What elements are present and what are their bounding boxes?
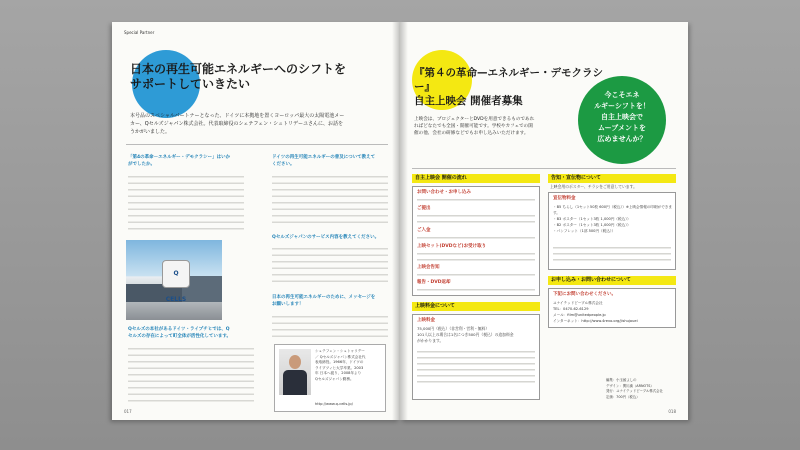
credits: 編集：小玉綾よしの デザイン：関川満（ARNOTS） 発行：ユナイテッドピープル株式会社 定価：700円（税込） <box>606 378 663 399</box>
profile-box <box>274 344 386 412</box>
step-6-title: 報告・DVD返却 <box>417 280 451 285</box>
book-gutter <box>392 22 408 420</box>
fee-text: 75,000円（税込）（非営利・営利・無料） 101人以上の場合は1名につき500円（税込）の追加料金 がかかります。 <box>417 326 514 343</box>
step-1-title: お問い合わせ・お申し込み <box>417 190 471 195</box>
question-5: Qセルズの本社があるドイツ・ライプチヒでは、Q セルズの存在によって町全体が活性化しています。 <box>128 327 232 339</box>
contact-box <box>548 288 676 328</box>
question-3: Qセルズジャパンのサービス内容を教えてください。 <box>272 235 380 240</box>
step-6-text <box>417 287 535 293</box>
step-5-title: 上映会告知 <box>417 265 440 270</box>
person-suit <box>283 370 307 395</box>
left-page <box>112 22 400 420</box>
step-5-text <box>417 272 535 278</box>
answer-3-text <box>272 244 388 286</box>
fee-box <box>412 314 540 400</box>
question-2: ドイツの再生可能エネルギーの普及について教えて ください。 <box>272 155 376 167</box>
fee-heading: 上映料金について <box>412 302 540 311</box>
step-4-title: 上映セット(DVDなど)お受け取り <box>417 244 487 249</box>
step-4-text <box>417 251 535 263</box>
step-3-title: ご入金 <box>417 228 431 233</box>
promo-bubble: 今こそエネ ルギーシフトを！ 自主上映会で ムーブメントを 広めませんか？ <box>578 76 666 164</box>
answer-1-text <box>128 172 244 232</box>
left-lead: 本号品のスペシャルパートナーとなった、ドイツに本拠地を置くヨーロッパ最大の太陽電池メー カー、Qセルズジャパン株式会社。代表取締役のシェテフェン・シュトリデーユさんに、お話を うかがいました。 <box>130 113 345 135</box>
step-3-text <box>417 235 535 241</box>
fee-box-title: 上映料金 <box>417 318 435 323</box>
promo-box <box>548 192 676 270</box>
question-4: 日本の再生可能エネルギーのために、メッセージを お願いします！ <box>272 295 376 307</box>
promo-notes <box>553 245 671 265</box>
right-lead: 上映会は、プロジェクターとDVDを用意できるものであれ ればどなたでも全国・開催可能です。学校やカフェでの開 催の他、会社の研修などでもお申し込みいただけます。 <box>414 117 535 136</box>
answer-5-text <box>128 344 254 406</box>
left-title: 日本の再生可能エネルギーへのシフトを サポートしていきたい <box>130 62 347 91</box>
section-tag: Special Partner <box>124 30 155 35</box>
answer-2-text <box>272 172 388 224</box>
promo-box-title: 宣伝物料金 <box>553 196 576 201</box>
promo-subtext: 上映会用のポスター、チラシをご用意しています。 <box>550 184 637 189</box>
step-2-text <box>417 213 535 225</box>
page-number-left: 017 <box>124 409 132 414</box>
profile-photo <box>279 349 311 395</box>
step-2-title: ご提出 <box>417 206 431 211</box>
person-head <box>289 355 301 369</box>
right-page <box>400 22 688 420</box>
flow-steps-box <box>412 186 540 296</box>
promo-items: ・B5 ちらし（1セット50枚 600円（税込））※上映会情報の印刷ができます。 ・B3 ポスター（1セット3枚 1,000円（税込）） ・B2 ポスター（1セット3枚 1,000円（税込）） ・パンフレット（1部 500円（税込）） <box>553 205 672 233</box>
contact-info: ユナイテッドピープル株式会社 TEL：0470-62-6129 メール：film@unitedpeople.jp インターネット：http://www.4revo.org/jishujouei <box>553 301 638 323</box>
fee-notes <box>417 349 535 385</box>
question-1: 「第4の革命－エネルギー・デモクラシー」はいか がでしたか。 <box>128 155 231 167</box>
step-1-text <box>417 197 535 203</box>
right-divider <box>412 168 676 169</box>
profile-url: http://www.q-cells.jp/ <box>315 402 353 406</box>
qcells-sign: Q CELLS <box>162 260 190 288</box>
flow-heading: 自主上映会 開催の流れ <box>412 174 540 183</box>
left-divider <box>126 144 388 145</box>
right-title: 『第４の革命—エネルギー・デモクラシー』 自主上映会 開催者募集 <box>414 67 603 107</box>
contact-box-title: 下記にお問い合わせください。 <box>553 292 616 297</box>
qcells-building-photo <box>126 240 222 320</box>
profile-text: シュテフェン・シュトゥリデー ／ Qセルズジャパン株式会社代 表取締役。1966年、ドイツの ライプツィヒ大学卒業。2003 年 日本へ渡り、2008年より Qセルズジャパン勤務。 <box>315 349 366 381</box>
answer-4-text <box>272 312 388 340</box>
promo-heading: 告知・宣伝物について <box>548 174 676 183</box>
page-number-right: 018 <box>668 409 676 414</box>
contact-heading: お申し込み・お問い合わせについて <box>548 276 676 285</box>
